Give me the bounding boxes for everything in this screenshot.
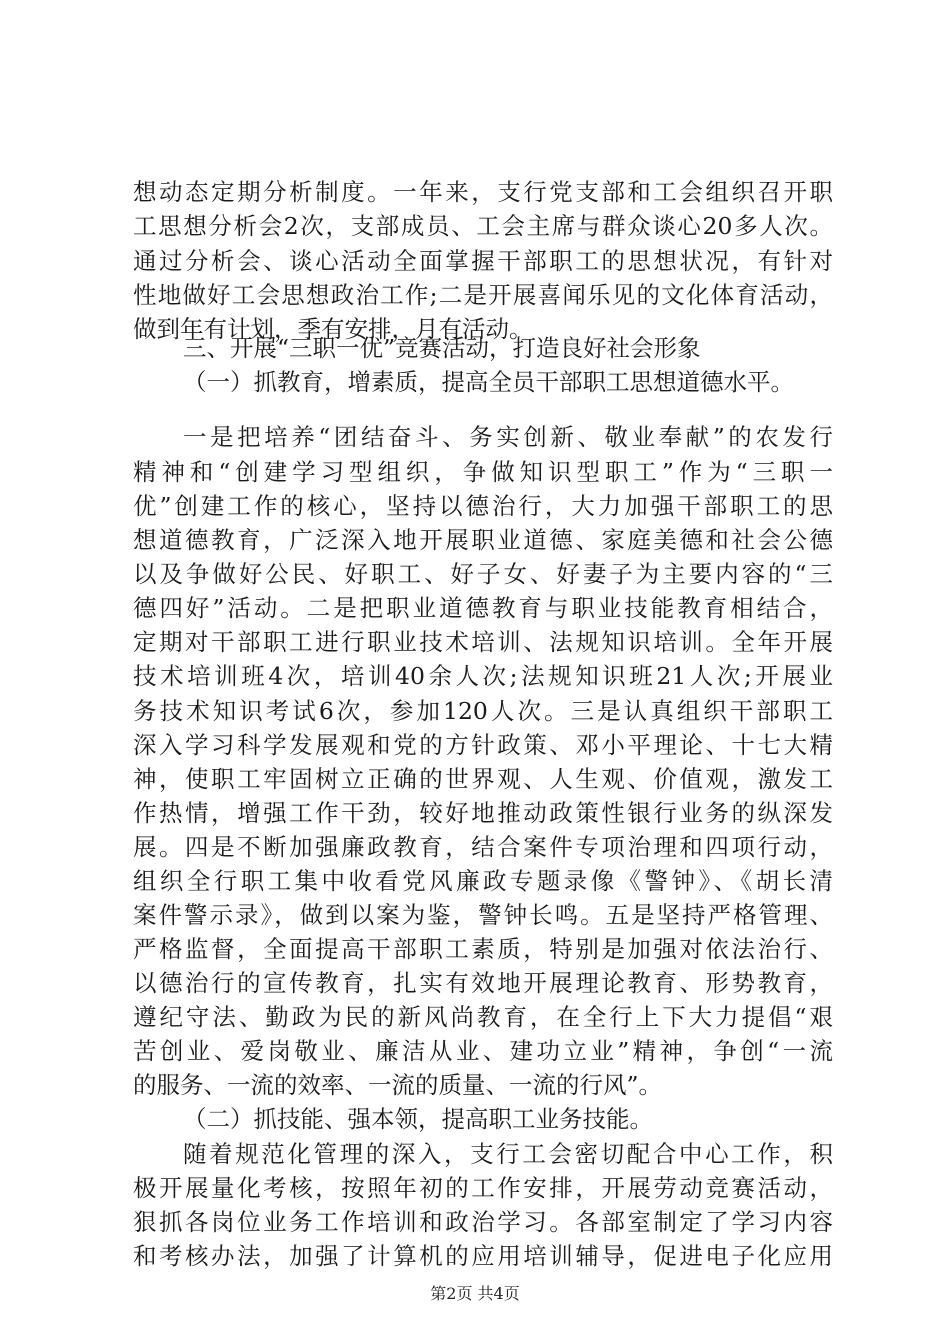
section-heading: 三、开展“三职一优”竞赛活动，打造良好社会形象: [183, 334, 701, 362]
body-text-line: 狠抓各岗位业务工作培训和政治学习。各部室制定了学习内容: [133, 1208, 833, 1236]
body-text-line: 工思想分析会2次，支部成员、工会主席与群众谈心20多人次。: [133, 212, 833, 240]
body-text-line: 极开展量化考核，按照年初的工作安排，开展劳动竞赛活动，: [133, 1174, 833, 1202]
body-text-line: 通过分析会、谈心活动全面掌握干部职工的思想状况，有针对: [133, 247, 833, 275]
body-text-line: 务技术知识考试6次，参加120人次。三是认真组织干部职工: [133, 697, 833, 725]
body-text-line: 和考核办法，加强了计算机的应用培训辅导，促进电子化应用: [133, 1242, 833, 1270]
body-text-line: 的服务、一流的效率、一流的质量、一流的行风”。: [133, 1071, 663, 1099]
body-text-line: 优”创建工作的核心，坚持以德治行，大力加强干部职工的思: [133, 492, 833, 520]
body-text-line: 作热情，增强工作干劲，较好地推动政策性银行业务的纵深发: [133, 799, 833, 827]
body-text-line: 技术培训班4次，培训40余人次;法规知识班21人次;开展业: [133, 662, 833, 690]
body-text-line: 想道德教育，广泛深入地开展职业道德、家庭美德和社会公德: [133, 526, 833, 554]
body-text-line: 德四好”活动。二是把职业道德教育与职业技能教育相结合，: [133, 594, 833, 622]
body-text-line: 苦创业、爱岗敬业、廉洁从业、建功立业”精神，争创“一流: [133, 1037, 833, 1065]
body-text-line: 组织全行职工集中收看党风廉政专题录像《警钟》、《胡长清: [133, 867, 833, 895]
body-text-line: 想动态定期分析制度。一年来，支行党支部和工会组织召开职: [133, 178, 833, 206]
body-text-line: 一是把培养“团结奋斗、务实创新、敬业奉献”的农发行: [183, 423, 833, 451]
body-text-line: 随着规范化管理的深入，支行工会密切配合中心工作，积: [183, 1140, 833, 1168]
body-text-line: 以德治行的宣传教育，扎实有效地开展理论教育、形势教育，: [133, 969, 833, 997]
subsection-heading: （二）抓技能、强本领，提高职工业务技能。: [183, 1105, 653, 1133]
body-text-line: 性地做好工会思想政治工作;二是开展喜闻乐见的文化体育活动，: [133, 281, 833, 309]
page-number-footer: 第2页 共4页: [430, 1284, 520, 1303]
body-text-line: 遵纪守法、勤政为民的新风尚教育，在全行上下大力提倡“艰: [133, 1003, 833, 1031]
body-text-line: 神，使职工牢固树立正确的世界观、人生观、价值观，激发工: [133, 765, 833, 793]
body-text-line: 严格监督，全面提高干部职工素质，特别是加强对依法治行、: [133, 935, 833, 963]
body-text-line: 定期对干部职工进行职业技术培训、法规知识培训。全年开展: [133, 628, 833, 656]
subsection-heading: （一）抓教育，增素质，提高全员干部职工思想道德水平。: [183, 368, 794, 396]
body-text-line: 案件警示录》，做到以案为鉴，警钟长鸣。五是坚持严格管理、: [133, 901, 833, 929]
body-text-line: 展。四是不断加强廉政教育，结合案件专项治理和四项行动，: [133, 833, 833, 861]
body-text-line: 以及争做好公民、好职工、好子女、好妻子为主要内容的“三: [133, 560, 833, 588]
body-text-line: 精神和“创建学习型组织，争做知识型职工”作为“三职一: [133, 458, 833, 486]
body-text-line: 深入学习科学发展观和党的方针政策、邓小平理论、十七大精: [133, 731, 833, 759]
body-text-line: 做到年有计划，季有安排，月有活动。: [133, 315, 533, 343]
